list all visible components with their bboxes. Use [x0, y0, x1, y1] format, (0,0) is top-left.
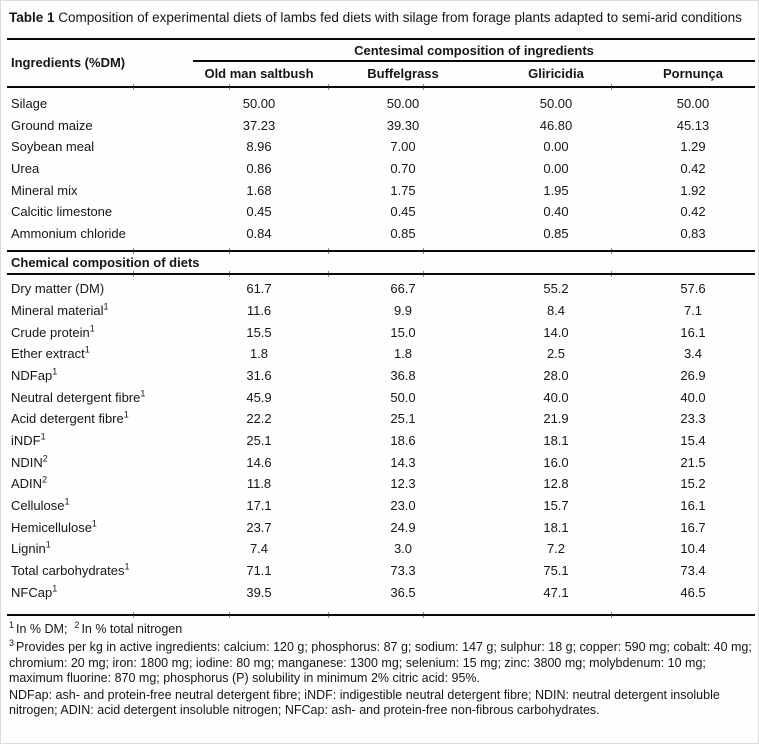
- diet-composition-table: [7, 38, 755, 616]
- value-cell: 18.1: [543, 432, 569, 448]
- row-label: [7, 161, 193, 176]
- footnote-marker-2: 2: [74, 619, 80, 630]
- value-cell: 2.5: [546, 346, 566, 362]
- footnote-marker: 1: [52, 366, 58, 377]
- value-cell: 50.00: [386, 95, 420, 111]
- value-cell: 0.70: [390, 160, 416, 176]
- value-cell: 17.1: [246, 498, 272, 514]
- row-label: [7, 325, 193, 340]
- table-row: [7, 179, 755, 201]
- table-row: [7, 321, 755, 343]
- value-cell: 37.23: [242, 117, 276, 133]
- value-cell: 46.80: [539, 117, 573, 133]
- row-label-text: Mineral material: [11, 302, 104, 318]
- value-cell: 61.7: [246, 281, 272, 297]
- footnote-text-minerals: Provides per kg in active ingredients: calcium: 120 g; phosphorus: 87 g; sodium: 147 g; sulphur: 18 g; copper: 590 mg; cobalt: 40 mg; chromium: 20 mg; iron: 1800 mg; iodine: 80 mg; manganese: 1300 mg; selenium: 15 mg; zinc: 3800 mg; molybdenum: 10 mg; maximum fluorine: 870 mg; phosphorus (P) solubility in minimum 2% citric acid: 95%.: [9, 640, 752, 686]
- value-cell: 0.83: [680, 225, 706, 241]
- table-row: [7, 365, 755, 387]
- value-cell: 23.7: [246, 519, 272, 535]
- value-cell: 40.0: [680, 389, 706, 405]
- value-cell: 57.6: [680, 281, 706, 297]
- value-cell: 31.6: [246, 367, 272, 383]
- row-label-text: Acid detergent fibre: [11, 411, 124, 427]
- value-cell: 11.8: [246, 476, 272, 492]
- row-label: [7, 303, 193, 318]
- value-cell: 7.00: [390, 139, 416, 155]
- value-cell: 73.4: [680, 563, 706, 579]
- row-label: [7, 118, 193, 133]
- value-cell: 25.1: [390, 411, 416, 427]
- column-headers: [193, 62, 755, 86]
- column-header-ingredients: Ingredients (%DM): [11, 55, 126, 71]
- footnote-marker-3: 3: [9, 637, 15, 648]
- value-cell: 8.4: [546, 302, 566, 318]
- value-cell: 23.3: [680, 411, 706, 427]
- row-label-text: Lignin: [11, 541, 46, 557]
- table-caption-text: Composition of experimental diets of lambs fed diets with silage from forage plants adapted to semi-arid conditions: [58, 10, 742, 25]
- value-cell: 7.4: [249, 541, 269, 557]
- row-label-text: NDFap: [11, 367, 53, 383]
- value-cell: 9.9: [393, 302, 413, 318]
- value-cell: 14.3: [390, 454, 416, 470]
- value-cell: 1.92: [680, 182, 706, 198]
- table-row: [7, 430, 755, 452]
- value-cell: 1.8: [393, 346, 413, 362]
- value-cell: 50.00: [242, 95, 276, 111]
- footnote-marker: 1: [89, 323, 95, 334]
- row-label-text: iNDF: [11, 432, 41, 448]
- value-cell: 7.1: [683, 302, 703, 318]
- header-span-block: [193, 40, 755, 86]
- table-row: [7, 495, 755, 517]
- value-cell: 55.2: [543, 281, 569, 297]
- footnote-marker: 1: [103, 301, 109, 312]
- value-cell: 7.2: [546, 541, 566, 557]
- value-cell: 8.96: [246, 139, 272, 155]
- value-cell: 22.2: [246, 411, 272, 427]
- value-cell: 15.4: [680, 432, 706, 448]
- table-caption-label: Table 1: [9, 10, 55, 25]
- footnotes: [7, 621, 754, 719]
- row-label: [7, 226, 193, 241]
- row-label: [7, 281, 193, 296]
- row-label: [7, 346, 193, 361]
- value-cell: 75.1: [543, 563, 569, 579]
- row-label-text: Soybean meal: [11, 139, 95, 155]
- value-cell: 50.00: [539, 95, 573, 111]
- footnote-marker: 1: [91, 518, 97, 529]
- footnote-marker: 1: [40, 431, 46, 442]
- column-header-gliricidia: Gliricidia: [528, 65, 584, 81]
- row-label-text: Ground maize: [11, 117, 93, 133]
- value-cell: 45.9: [246, 389, 272, 405]
- span-header: Centesimal composition of ingredients: [354, 43, 594, 58]
- table-row: [7, 560, 755, 582]
- value-cell: 24.9: [390, 519, 416, 535]
- value-cell: 26.9: [680, 367, 706, 383]
- row-label: [7, 411, 193, 426]
- row-label: [7, 433, 193, 448]
- table-row: [7, 158, 755, 180]
- table-row: [7, 136, 755, 158]
- value-cell: 12.3: [390, 476, 416, 492]
- value-cell: 0.42: [680, 204, 706, 220]
- table-caption: [9, 8, 754, 28]
- value-cell: 0.85: [543, 225, 569, 241]
- table-rule-section-divider: [7, 250, 755, 252]
- table-row: [7, 408, 755, 430]
- value-cell: 1.75: [390, 182, 416, 198]
- footnote-abbreviations: NDFap: ash- and protein-free neutral detergent fibre; iNDF: indigestible neutral detergent fibre; NDIN: neutral detergent insoluble nitrogen; ADIN: acid detergent insoluble nitrogen; NFCap: ash- and protein-free non-fibrous carbohydrates.: [9, 687, 720, 718]
- row-label: [7, 390, 193, 405]
- table-row: [7, 516, 755, 538]
- value-cell: 0.00: [543, 139, 569, 155]
- value-cell: 73.3: [390, 563, 416, 579]
- ingredients-section: [7, 88, 755, 251]
- table-row: [7, 386, 755, 408]
- table-row: [7, 473, 755, 495]
- row-label-text: Total carbohydrates: [11, 563, 125, 579]
- value-cell: 36.8: [390, 367, 416, 383]
- value-cell: 0.40: [543, 204, 569, 220]
- table-row: [7, 223, 755, 245]
- value-cell: 0.00: [543, 160, 569, 176]
- table-rule-bottom: [7, 614, 755, 616]
- value-cell: 18.6: [390, 432, 416, 448]
- row-label-text: Mineral mix: [11, 182, 78, 198]
- row-label: [7, 476, 193, 491]
- row-label: [7, 183, 193, 198]
- value-cell: 36.5: [390, 584, 416, 600]
- value-cell: 15.0: [390, 324, 416, 340]
- value-cell: 0.45: [246, 204, 272, 220]
- row-label-text: Ammonium chloride: [11, 225, 126, 241]
- footnote-marker: 2: [42, 453, 48, 464]
- value-cell: 46.5: [680, 584, 706, 600]
- footnote-marker: 1: [45, 540, 51, 551]
- value-cell: 10.4: [680, 541, 706, 557]
- value-cell: 12.8: [543, 476, 569, 492]
- value-cell: 0.85: [390, 225, 416, 241]
- row-label: [7, 498, 193, 513]
- table-header: [7, 40, 755, 86]
- value-cell: 0.42: [680, 160, 706, 176]
- value-cell: 15.2: [680, 476, 706, 492]
- row-label-text: Cellulose: [11, 498, 65, 514]
- column-header-pornunca: Pornunça: [663, 65, 723, 81]
- row-label-text: NDIN: [11, 454, 43, 470]
- value-cell: 40.0: [543, 389, 569, 405]
- footnote-marker: 2: [42, 475, 48, 486]
- footnote-marker: 1: [140, 388, 146, 399]
- row-label: [7, 455, 193, 470]
- row-label-text: NFCap: [11, 584, 53, 600]
- value-cell: 1.29: [680, 139, 706, 155]
- value-cell: 3.4: [683, 346, 703, 362]
- value-cell: 18.1: [543, 519, 569, 535]
- value-cell: 66.7: [390, 281, 416, 297]
- value-cell: 1.68: [246, 182, 272, 198]
- value-cell: 3.0: [393, 541, 413, 557]
- footnote-marker-1: 1: [9, 619, 15, 630]
- value-cell: 28.0: [543, 367, 569, 383]
- value-cell: 21.5: [680, 454, 706, 470]
- table-rule-section-header-bottom: [7, 273, 755, 275]
- table-row: [7, 343, 755, 365]
- row-label-text: Silage: [11, 95, 48, 111]
- footnote-mineral-mix: [9, 637, 754, 687]
- value-cell: 25.1: [246, 432, 272, 448]
- value-cell: 0.45: [390, 204, 416, 220]
- footnote-text-nitrogen: In % total nitrogen: [81, 622, 183, 637]
- value-cell: 47.1: [543, 584, 569, 600]
- row-label: [7, 541, 193, 556]
- value-cell: 39.5: [246, 584, 272, 600]
- row-label-text: Crude protein: [11, 324, 90, 340]
- value-cell: 14.0: [543, 324, 569, 340]
- value-cell: 0.84: [246, 225, 272, 241]
- footnote-text-dm: In % DM;: [16, 622, 68, 637]
- value-cell: 1.95: [543, 182, 569, 198]
- table-row: [7, 114, 755, 136]
- row-label: [7, 96, 193, 111]
- table-row: [7, 201, 755, 223]
- column-header-buffelgrass: Buffelgrass: [367, 65, 439, 81]
- value-cell: 71.1: [246, 563, 272, 579]
- footnote-marker: 1: [124, 561, 130, 572]
- row-label-text: Neutral detergent fibre: [11, 389, 141, 405]
- footnote-marker: 1: [84, 344, 90, 355]
- row-label-text: Urea: [11, 160, 40, 176]
- value-cell: 11.6: [246, 302, 272, 318]
- table-row: [7, 278, 755, 300]
- value-cell: 21.9: [543, 411, 569, 427]
- footnote-marker: 1: [64, 496, 70, 507]
- row-label: [7, 563, 193, 578]
- value-cell: 15.5: [246, 324, 272, 340]
- section-header-chemical-composition: Chemical composition of diets: [11, 255, 200, 271]
- value-cell: 16.7: [680, 519, 706, 535]
- value-cell: 1.8: [249, 346, 269, 362]
- row-label-text: Dry matter (DM): [11, 281, 105, 297]
- footnote-marker: 1: [123, 409, 129, 420]
- table-rule-header-bottom: [7, 86, 755, 88]
- row-label: [7, 585, 193, 600]
- value-cell: 16.1: [680, 324, 706, 340]
- value-cell: 15.7: [543, 498, 569, 514]
- footnote-units: [9, 621, 754, 638]
- footnote-marker: 1: [52, 583, 58, 594]
- value-cell: 45.13: [676, 117, 710, 133]
- row-label-text: Hemicellulose: [11, 519, 92, 535]
- row-label-text: Calcitic limestone: [11, 204, 113, 220]
- row-label-text: ADIN: [11, 476, 43, 492]
- value-cell: 50.00: [676, 95, 710, 111]
- value-cell: 16.0: [543, 454, 569, 470]
- row-label-text: Ether extract: [11, 346, 85, 362]
- value-cell: 14.6: [246, 454, 272, 470]
- value-cell: 23.0: [390, 498, 416, 514]
- value-cell: 16.1: [680, 498, 706, 514]
- table-row: [7, 93, 755, 115]
- row-label: [7, 368, 193, 383]
- row-label: [7, 139, 193, 154]
- value-cell: 0.86: [246, 160, 272, 176]
- table-row: [7, 300, 755, 322]
- table-row: [7, 538, 755, 560]
- column-header-old-man-saltbush: Old man saltbush: [204, 65, 314, 81]
- value-cell: 50.0: [390, 389, 416, 405]
- row-label: [7, 520, 193, 535]
- table-row: [7, 581, 755, 603]
- row-label: [7, 204, 193, 219]
- table-row: [7, 451, 755, 473]
- chemical-composition-section: [7, 275, 755, 603]
- value-cell: 39.30: [386, 117, 420, 133]
